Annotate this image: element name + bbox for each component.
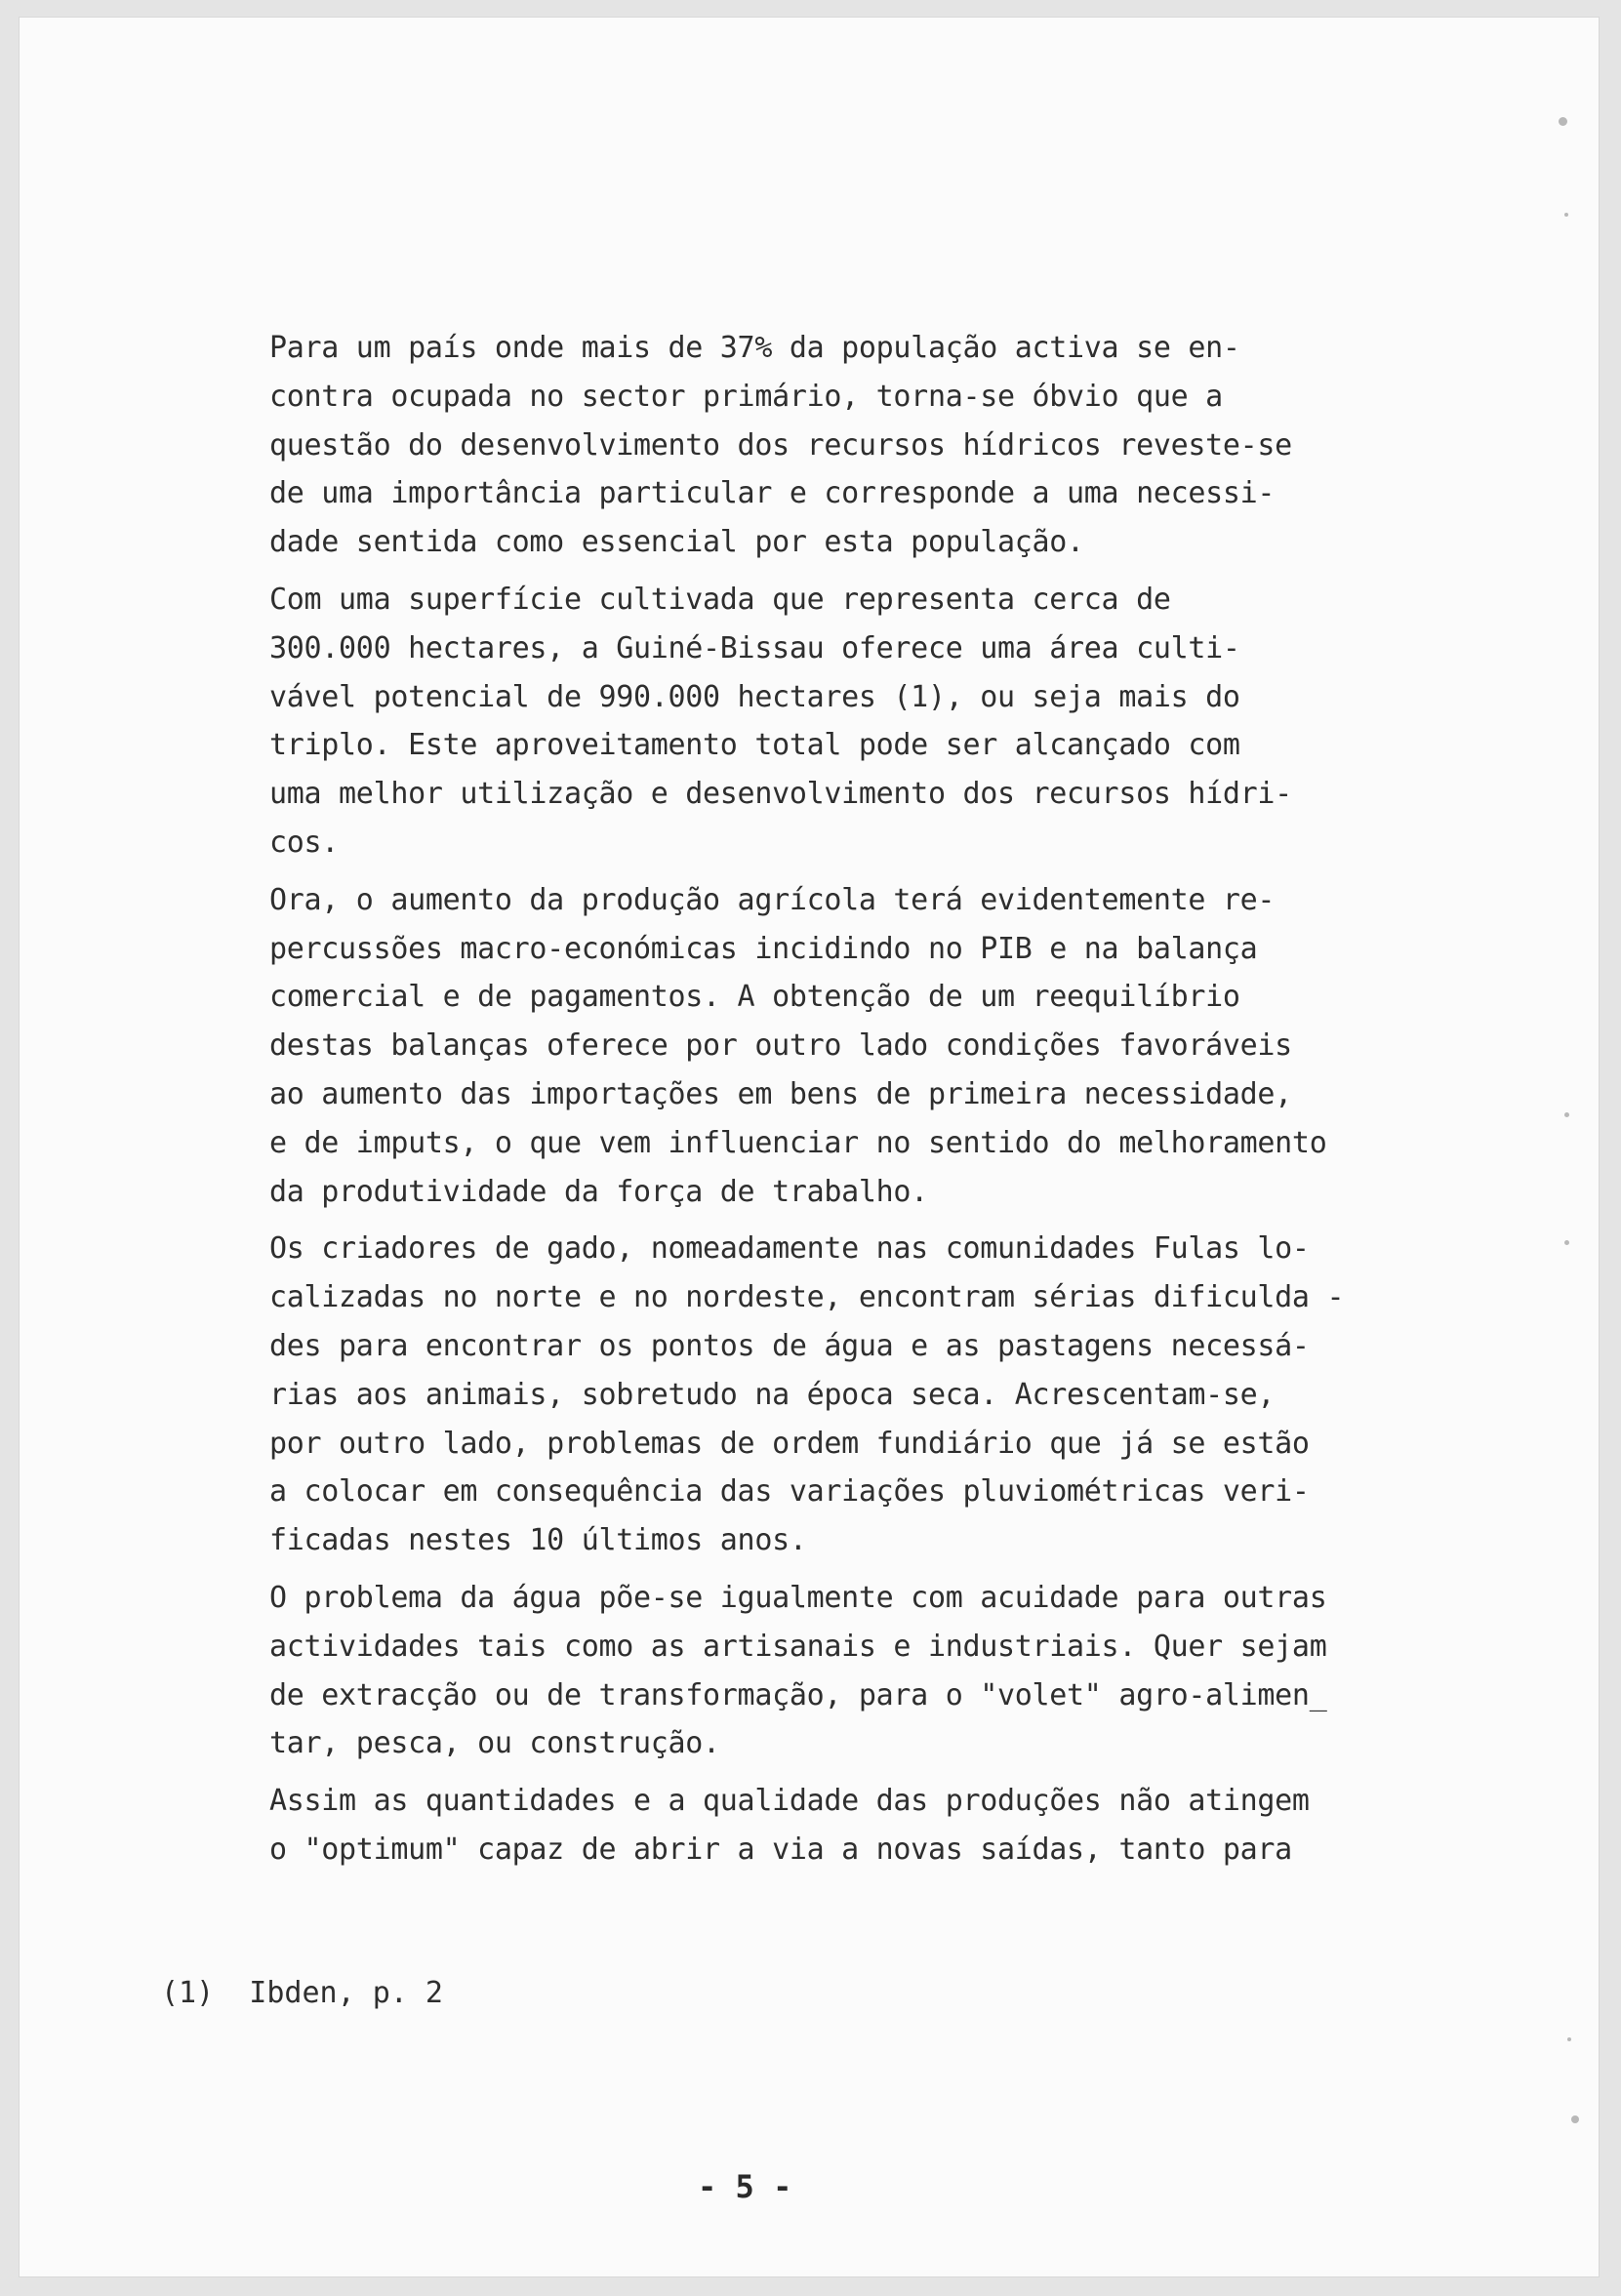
text-line: dade sentida como essencial por esta população.	[269, 525, 1084, 560]
text-line: rias aos animais, sobretudo na época seca. Acrescentam-se,	[269, 1377, 1276, 1412]
page-number: - 5 -	[698, 2168, 792, 2205]
paper-speck	[1559, 117, 1567, 126]
document-page	[20, 18, 1599, 2276]
text-line: 300.000 hectares, a Guiné-Bissau oferece uma área culti-	[269, 630, 1240, 665]
text-line: destas balanças oferece por outro lado condições favoráveis	[269, 1028, 1292, 1064]
text-line: calizadas no norte e no nordeste, encontram sérias dificulda -	[269, 1280, 1345, 1315]
paragraph-5	[269, 1574, 1479, 1768]
text-line: e de imputs, o que vem influenciar no sentido do melhoramento	[269, 1125, 1327, 1160]
text-line: uma melhor utilização e desenvolvimento dos recursos hídri-	[269, 777, 1292, 812]
text-line: da produtividade da força de trabalho.	[269, 1174, 928, 1209]
text-line: cos.	[269, 825, 340, 860]
paper-speck	[1564, 1112, 1569, 1117]
text-line: contra ocupada no sector primário, torna-se óbvio que a	[269, 379, 1223, 414]
body-text	[269, 324, 1479, 1883]
text-line: comercial e de pagamentos. A obtenção de um reequilíbrio	[269, 980, 1240, 1015]
paper-speck	[1571, 2115, 1579, 2123]
text-line: Ora, o aumento da produção agrícola terá evidentemente re-	[269, 882, 1276, 917]
paragraph-1	[269, 324, 1479, 567]
text-line: triplo. Este aproveitamento total pode ser alcançado com	[269, 728, 1240, 763]
text-line: questão do desenvolvimento dos recursos hídricos reveste-se	[269, 427, 1292, 463]
paragraph-2	[269, 576, 1479, 867]
text-line: ao aumento das importações em bens de primeira necessidade,	[269, 1076, 1292, 1111]
text-line: de extracção ou de transformação, para o "volet" agro-alimen_	[269, 1677, 1327, 1712]
text-line: o "optimum" capaz de abrir a via a novas saídas, tanto para	[269, 1832, 1292, 1867]
paragraph-6	[269, 1777, 1479, 1874]
text-line: Com uma superfície cultivada que representa cerca de	[269, 582, 1171, 617]
paper-speck	[1564, 213, 1568, 217]
text-line: a colocar em consequência das variações pluviométricas veri-	[269, 1474, 1310, 1510]
text-line: tar, pesca, ou construção.	[269, 1726, 720, 1761]
text-line: vável potencial de 990.000 hectares (1), ou seja mais do	[269, 679, 1240, 714]
footnote: (1) Ibden, p. 2	[161, 1976, 443, 2010]
text-line: de uma importância particular e corresponde a uma necessi-	[269, 476, 1276, 511]
paragraph-4	[269, 1225, 1479, 1565]
text-line: O problema da água põe-se igualmente com acuidade para outras	[269, 1580, 1327, 1615]
text-line: des para encontrar os pontos de água e as pastagens necessá-	[269, 1328, 1310, 1363]
text-line: Os criadores de gado, nomeadamente nas comunidades Fulas lo-	[269, 1231, 1310, 1267]
text-line: percussões macro-económicas incidindo no PIB e na balança	[269, 931, 1258, 966]
text-line: Para um país onde mais de 37% da população activa se en-	[269, 331, 1240, 365]
paragraph-3	[269, 876, 1479, 1217]
text-line: ficadas nestes 10 últimos anos.	[269, 1523, 807, 1558]
paper-speck	[1564, 1240, 1569, 1245]
text-line: Assim as quantidades e a qualidade das produções não atingem	[269, 1784, 1310, 1819]
text-line: por outro lado, problemas de ordem fundiário que já se estão	[269, 1426, 1310, 1461]
text-line: actividades tais como as artisanais e industriais. Quer sejam	[269, 1629, 1327, 1664]
paper-speck	[1567, 2037, 1571, 2041]
